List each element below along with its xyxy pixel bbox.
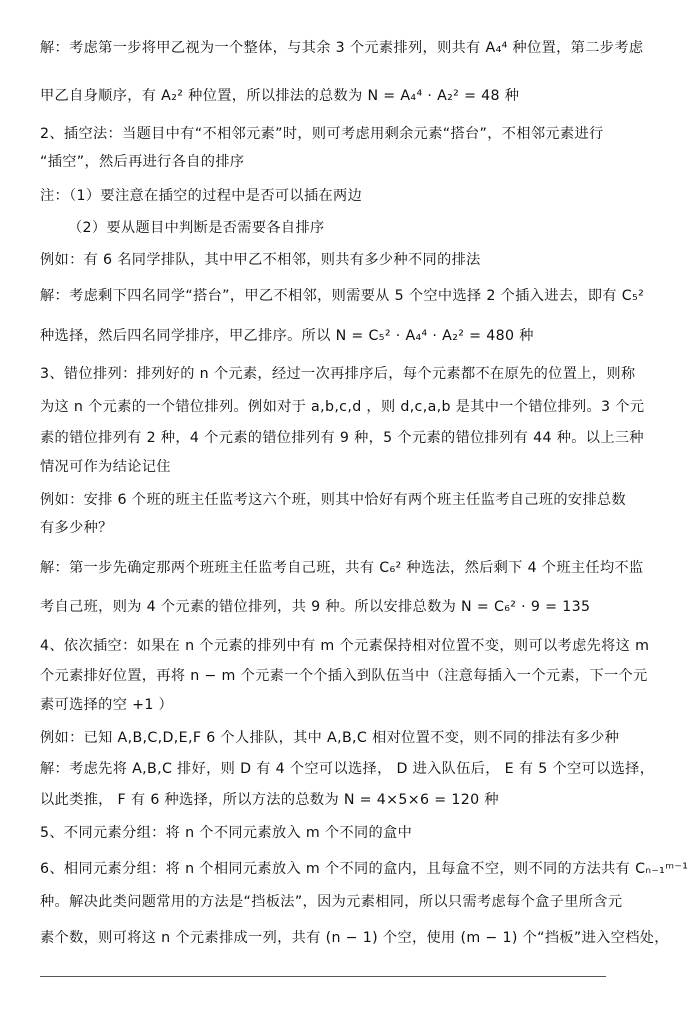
text-line: “插空”，然后再进行各自的排序 [40, 154, 245, 170]
example-line: 例如：安排 6 个班的班主任监考这六个班，则其中恰好有两个班主任监考自己班的安排总数 [40, 492, 627, 508]
text-line: 解：考虑第一步将甲乙视为一个整体，与其余 3 个元素排列，则共有 A₄⁴ 种位置，第二步考虑 [40, 40, 644, 56]
example-line: 例如：已知 A,B,C,D,E,F 6 个人排队，其中 A,B,C 相对位置不变，则不同的排法有多少种 [40, 730, 620, 746]
text-line: 解：考虑先将 A,B,C 排好，则 D 有 4 个空可以选择， D 进入队伍后， E 有 5 个空可以选择， [40, 761, 655, 777]
text-line: 个元素排好位置，再将 n − m 个元素一个个插入到队伍当中（注意每插入一个元素，下一个元 [40, 668, 648, 684]
footer-divider [40, 976, 606, 977]
note-line: 注：（1）要注意在插空的过程中是否可以插在两边 [40, 188, 363, 204]
text-line: 种选择，然后四名同学排序，甲乙排序。所以 N = C₅² · A₄⁴ · A₂² = 480 种 [40, 328, 534, 344]
text-line: 情况可作为结论记住 [40, 459, 171, 475]
example-line: 例如：有 6 名同学排队，其中甲乙不相邻，则共有多少种不同的排法 [40, 252, 481, 268]
text-line: 甲乙自身顺序，有 A₂² 种位置，所以排法的总数为 N = A₄⁴ · A₂² = 48 种 [40, 88, 520, 104]
section-heading-3: 3、错位排列：排列好的 n 个元素，经过一次再排序后，每个元素都不在原先的位置上，则称 [40, 366, 636, 382]
text-line: 为这 n 个元素的一个错位排列。例如对于 a,b,c,d ，则 d,c,a,b 是其中一个错位排列。3 个元 [40, 399, 645, 415]
text-line: 考自己班，则为 4 个元素的错位排列，共 9 种。所以安排总数为 N = C₆² · 9 = 135 [40, 599, 591, 615]
text-line: 素个数，则可将这 n 个元素排成一列，共有 (n − 1) 个空，使用 (m − 1) 个“挡板”进入空档处， [40, 930, 669, 946]
text-line: 素的错位排列有 2 种，4 个元素的错位排列有 9 种，5 个元素的错位排列有 44 种。以上三种 [40, 430, 644, 446]
section-heading-2: 2、插空法：当题目中有“不相邻元素”时，则可考虑用剩余元素“搭台”，不相邻元素进行 [40, 126, 604, 142]
text-line: 解：考虑剩下四名同学“搭台”，甲乙不相邻，则需要从 5 个空中选择 2 个插入进去，即有 C₅² [40, 288, 645, 304]
section-heading-4: 4、依次插空：如果在 n 个元素的排列中有 m 个元素保持相对位置不变，则可以考虑先将这 m [40, 638, 650, 654]
text-line: 以此类推， F 有 6 种选择，所以方法的总数为 N = 4×5×6 = 120 种 [40, 792, 499, 808]
section-heading-5: 5、不同元素分组：将 n 个不同元素放入 m 个不同的盒中 [40, 825, 413, 841]
text-line: 解：第一步先确定那两个班班主任监考自己班，共有 C₆² 种选法，然后剩下 4 个班主任均不监 [40, 560, 644, 576]
text-line: 种。解决此类问题常用的方法是“挡板法”，因为元素相同，所以只需考虑每个盒子里所含元 [40, 894, 623, 910]
note-line: （2）要从题目中判断是否需要各自排序 [68, 220, 325, 236]
text-line: 有多少种？ [40, 520, 113, 536]
section-heading-6: 6、相同元素分组：将 n 个相同元素放入 m 个不同的盒内，且每盒不空，则不同的方法共有 Cₙ₋₁ᵐ⁻¹ [40, 861, 688, 877]
text-line: 素可选择的空 +1 ） [40, 697, 174, 713]
